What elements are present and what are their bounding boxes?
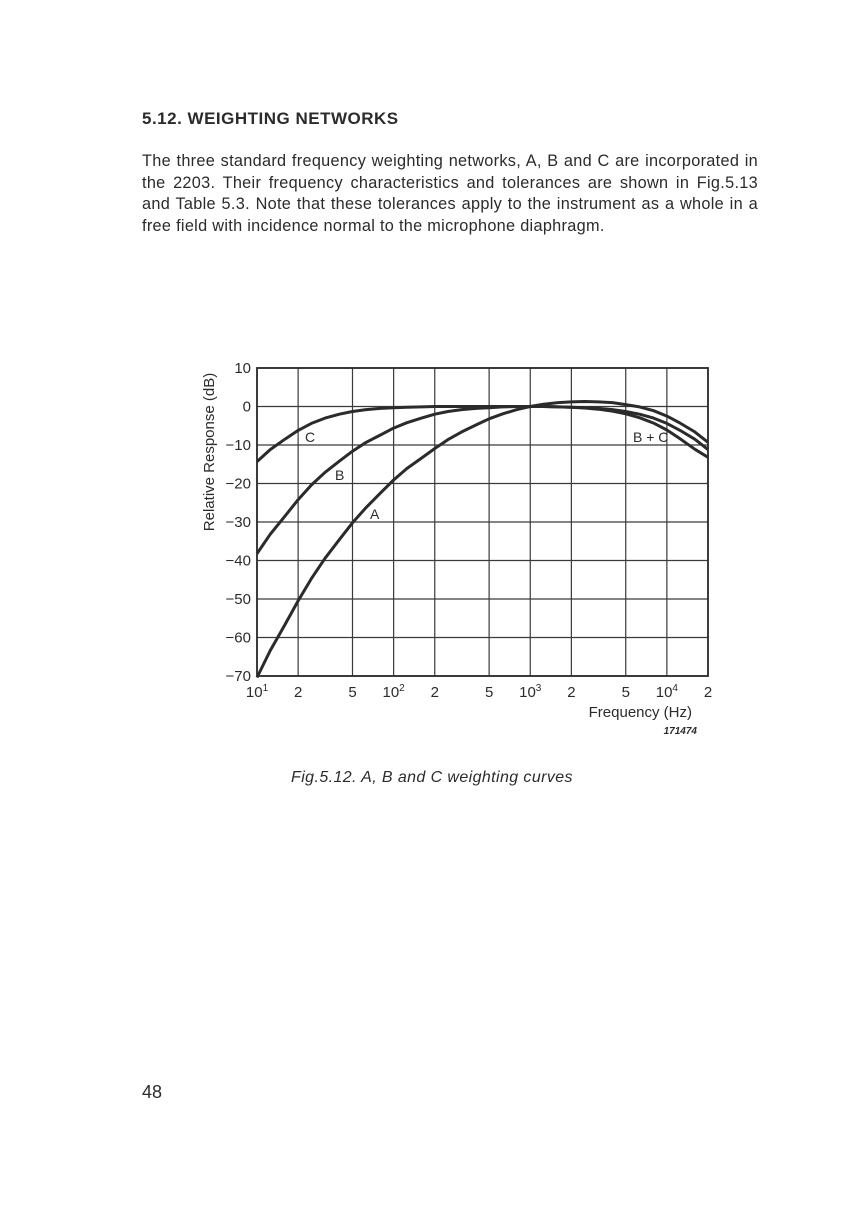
x-tick-label: $10^2$ (382, 683, 405, 701)
x-tick-label: $10^1$ (245, 683, 269, 701)
x-tick-label: $10^3$ (519, 683, 542, 701)
curve-label-c: C (305, 429, 316, 445)
y-tick-label: 10 (234, 360, 251, 377)
figure-number: 171474 (663, 726, 697, 737)
y-tick-label: −50 (225, 591, 251, 608)
x-tick-label: 2 (293, 684, 303, 701)
y-tick-label: −30 (225, 514, 251, 531)
y-tick-label: −20 (225, 475, 251, 493)
x-axis-title: Frequency (Hz) (588, 704, 692, 721)
section-heading: 5.12. WEIGHTING NETWORKS (142, 109, 399, 128)
y-tick-label: 0 (242, 398, 251, 416)
x-tick-label: 5 (621, 684, 630, 701)
x-tick-label: 5 (348, 684, 357, 701)
x-tick-label: 5 (484, 684, 494, 701)
section-paragraph: The three standard frequency weighting networks, A, B and C are incorporated in the 2203. Their frequency characteristics and tolerances are shown in Fig.5.13 and Table 5.3. Note that these tolerances apply to the instrument as a whole in a free field with incidence normal to the microphone diaphragm. (142, 152, 758, 235)
curve-label-b-plus-c: B + C (633, 429, 669, 445)
x-tick-label: $10^4$ (655, 683, 678, 701)
y-tick-label: −40 (225, 552, 251, 570)
x-tick-label: 2 (703, 684, 713, 701)
x-tick-label: 2 (430, 684, 439, 701)
x-tick-label: 2 (567, 684, 576, 701)
y-tick-label: −70 (225, 668, 251, 685)
y-tick-label: −10 (225, 437, 251, 454)
y-tick-label: −60 (225, 629, 251, 647)
curve-label-b: B (335, 467, 345, 483)
figure-caption: Fig.5.12. A, B and C weighting curves (291, 769, 573, 786)
curve-label-a: A (370, 506, 380, 522)
y-axis-title: Relative Response (dB) (201, 372, 218, 532)
page-number: 48 (142, 1082, 163, 1102)
